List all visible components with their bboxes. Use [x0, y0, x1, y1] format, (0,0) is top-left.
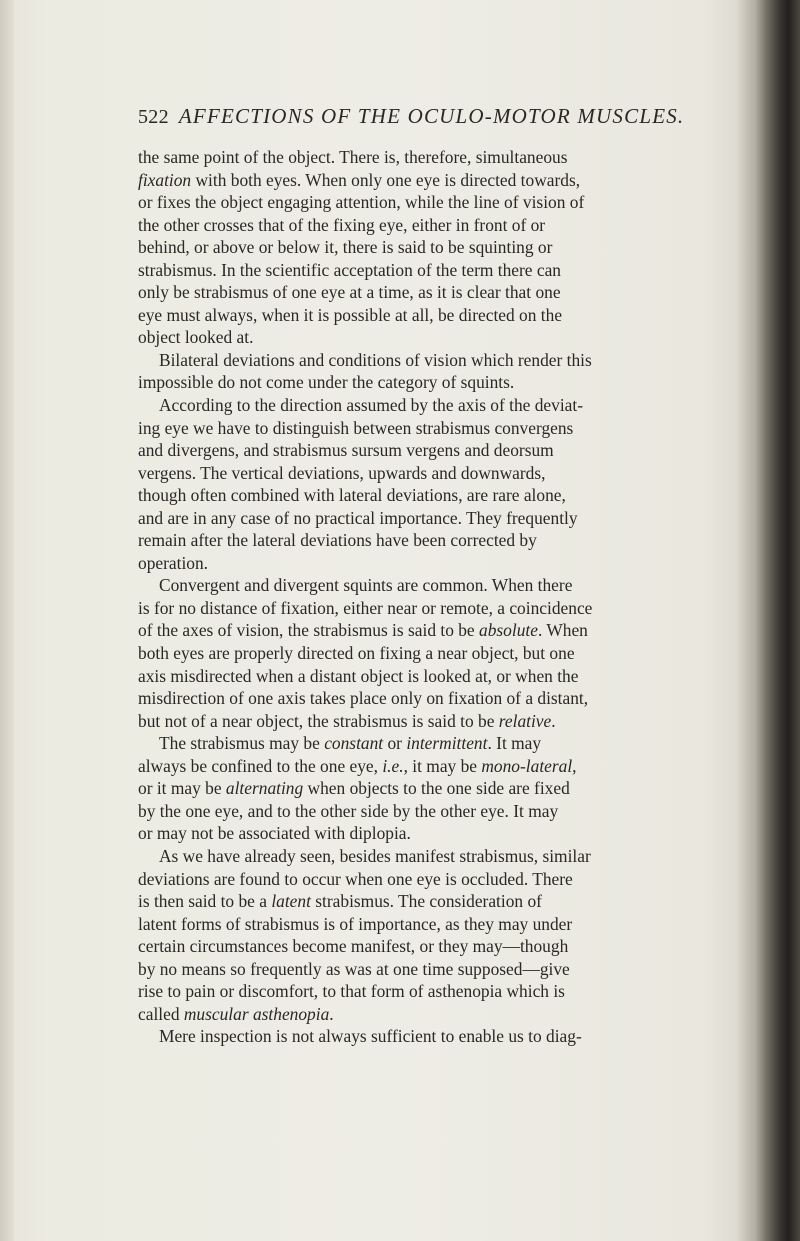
text-line: [138, 755, 738, 778]
text-run: latent forms of strabismus is of importance, as they may under: [138, 913, 573, 934]
text-line: [138, 507, 738, 530]
text-line: [138, 1003, 738, 1026]
text-line: [138, 417, 738, 440]
text-line: [138, 462, 738, 485]
text-line: [138, 710, 738, 733]
text-line: [138, 868, 738, 891]
text-run: strabismus. In the scientific acceptation of the term there can: [138, 259, 562, 280]
text-line: [138, 552, 738, 575]
text-run: .: [329, 1003, 334, 1024]
text-line: [138, 191, 738, 214]
text-run: eye must always, when it is possible at all, be directed on the: [138, 304, 563, 325]
text-run: certain circumstances become manifest, or they may—though: [138, 936, 569, 957]
text-run: axis misdirected when a distant object is looked at, or when the: [138, 665, 579, 686]
text-line: [138, 146, 738, 169]
text-line: [138, 958, 738, 981]
text-run: by no means so frequently as was at one time supposed—give: [138, 958, 570, 979]
italic-text: intermittent: [406, 733, 488, 754]
text-line: [138, 800, 738, 823]
text-line: [138, 529, 738, 552]
text-line: [138, 777, 738, 800]
text-run: strabismus. The consideration of: [310, 891, 542, 912]
text-run: Convergent and divergent squints are common. When there: [159, 575, 573, 596]
text-run: .: [551, 710, 556, 731]
text-run: and are in any case of no practical importance. They frequently: [138, 507, 578, 528]
text-run: As we have already seen, besides manifest strabismus, similar: [159, 845, 591, 866]
text-run: misdirection of one axis takes place only on fixation of a distant,: [138, 688, 589, 709]
text-run: Mere inspection is not always sufficient to enable us to diag-: [159, 1026, 582, 1047]
text-line: [138, 236, 738, 259]
italic-text: constant: [324, 733, 384, 754]
running-title: AFFECTIONS OF THE OCULO-MOTOR MUSCLES.: [178, 104, 685, 128]
text-line: [138, 326, 738, 349]
italic-text: absolute: [479, 620, 538, 641]
text-line: [138, 665, 738, 688]
text-run: when objects to the one side are fixed: [303, 778, 570, 799]
binding-shadow: [736, 0, 754, 1241]
text-run: . It may: [487, 733, 542, 754]
italic-text: muscular asthenopia: [183, 1003, 330, 1024]
text-run: called: [138, 1003, 184, 1024]
text-run: is then said to be a: [138, 891, 272, 912]
text-line: [138, 845, 738, 868]
text-run: or may not be associated with diplopia.: [138, 823, 411, 844]
text-run: , it may be: [403, 755, 482, 776]
text-run: the same point of the object. There is, therefore, simultaneous: [138, 147, 568, 167]
text-run: vergens. The vertical deviations, upwards and downwards,: [138, 462, 546, 483]
book-binding-edge: [754, 0, 800, 1241]
body-text: [138, 146, 738, 1048]
text-run: and divergens, and strabismus sursum vergens and deorsum: [138, 440, 554, 461]
page-left-edge: [0, 0, 14, 1241]
text-line: [138, 304, 738, 327]
text-run: impossible do not come under the category of squints.: [138, 372, 515, 393]
text-run: Bilateral deviations and conditions of vision which render this: [159, 349, 592, 370]
text-line: [138, 597, 738, 620]
text-run: or it may be: [138, 778, 226, 799]
text-line: [138, 687, 738, 710]
text-run: According to the direction assumed by the axis of the deviat-: [159, 395, 584, 416]
text-run: or fixes the object engaging attention, while the line of vision of: [138, 192, 585, 213]
text-line: [138, 1025, 738, 1048]
text-line: [138, 642, 738, 665]
italic-text: latent: [271, 891, 311, 912]
text-line: [138, 980, 738, 1003]
italic-text: mono-lateral: [481, 755, 573, 776]
text-line: [138, 913, 738, 936]
text-run: rise to pain or discomfort, to that form of asthenopia which is: [138, 981, 565, 1002]
italic-text: i.e.: [382, 755, 404, 776]
page-number: 522: [138, 106, 169, 128]
text-run: operation.: [138, 552, 209, 573]
text-line: [138, 822, 738, 845]
text-run: with both eyes. When only one eye is directed towards,: [191, 169, 581, 190]
text-run: by the one eye, and to the other side by the other eye. It may: [138, 800, 559, 821]
text-line: [138, 281, 738, 304]
italic-text: fixation: [138, 169, 192, 190]
text-line: [138, 439, 738, 462]
text-run: or: [383, 733, 407, 754]
text-run: ,: [572, 755, 577, 776]
text-line: [138, 214, 738, 237]
text-run: deviations are found to occur when one eye is occluded. There: [138, 868, 573, 889]
text-run: ing eye we have to distinguish between strabismus convergens: [138, 417, 574, 438]
text-line: [138, 349, 738, 372]
text-run: though often combined with lateral deviations, are rare alone,: [138, 485, 566, 506]
text-line: [138, 890, 738, 913]
text-line: [138, 371, 738, 394]
text-run: always be confined to the one eye,: [138, 755, 383, 776]
text-run: the other crosses that of the fixing eye, either in front of or: [138, 214, 546, 235]
text-run: is for no distance of fixation, either near or remote, a coincidence: [138, 597, 593, 618]
text-run: behind, or above or below it, there is said to be squinting or: [138, 237, 553, 258]
text-line: [138, 169, 738, 192]
text-line: [138, 394, 738, 417]
italic-text: alternating: [225, 778, 304, 799]
text-line: [138, 574, 738, 597]
text-run: but not of a near object, the strabismus is said to be: [138, 710, 499, 731]
text-run: remain after the lateral deviations have been corrected by: [138, 530, 537, 551]
italic-text: relative: [498, 710, 552, 731]
text-line: [138, 484, 738, 507]
text-line: [138, 259, 738, 282]
text-run: The strabismus may be: [159, 733, 325, 754]
text-line: [138, 619, 738, 642]
text-run: object looked at.: [138, 327, 254, 348]
text-run: . When: [537, 620, 588, 641]
text-run: both eyes are properly directed on fixing a near object, but one: [138, 643, 575, 664]
running-header: [138, 104, 718, 134]
text-run: only be strabismus of one eye at a time, as it is clear that one: [138, 282, 561, 303]
text-line: [138, 732, 738, 755]
text-run: of the axes of vision, the strabismus is said to be: [138, 620, 480, 641]
text-line: [138, 935, 738, 958]
